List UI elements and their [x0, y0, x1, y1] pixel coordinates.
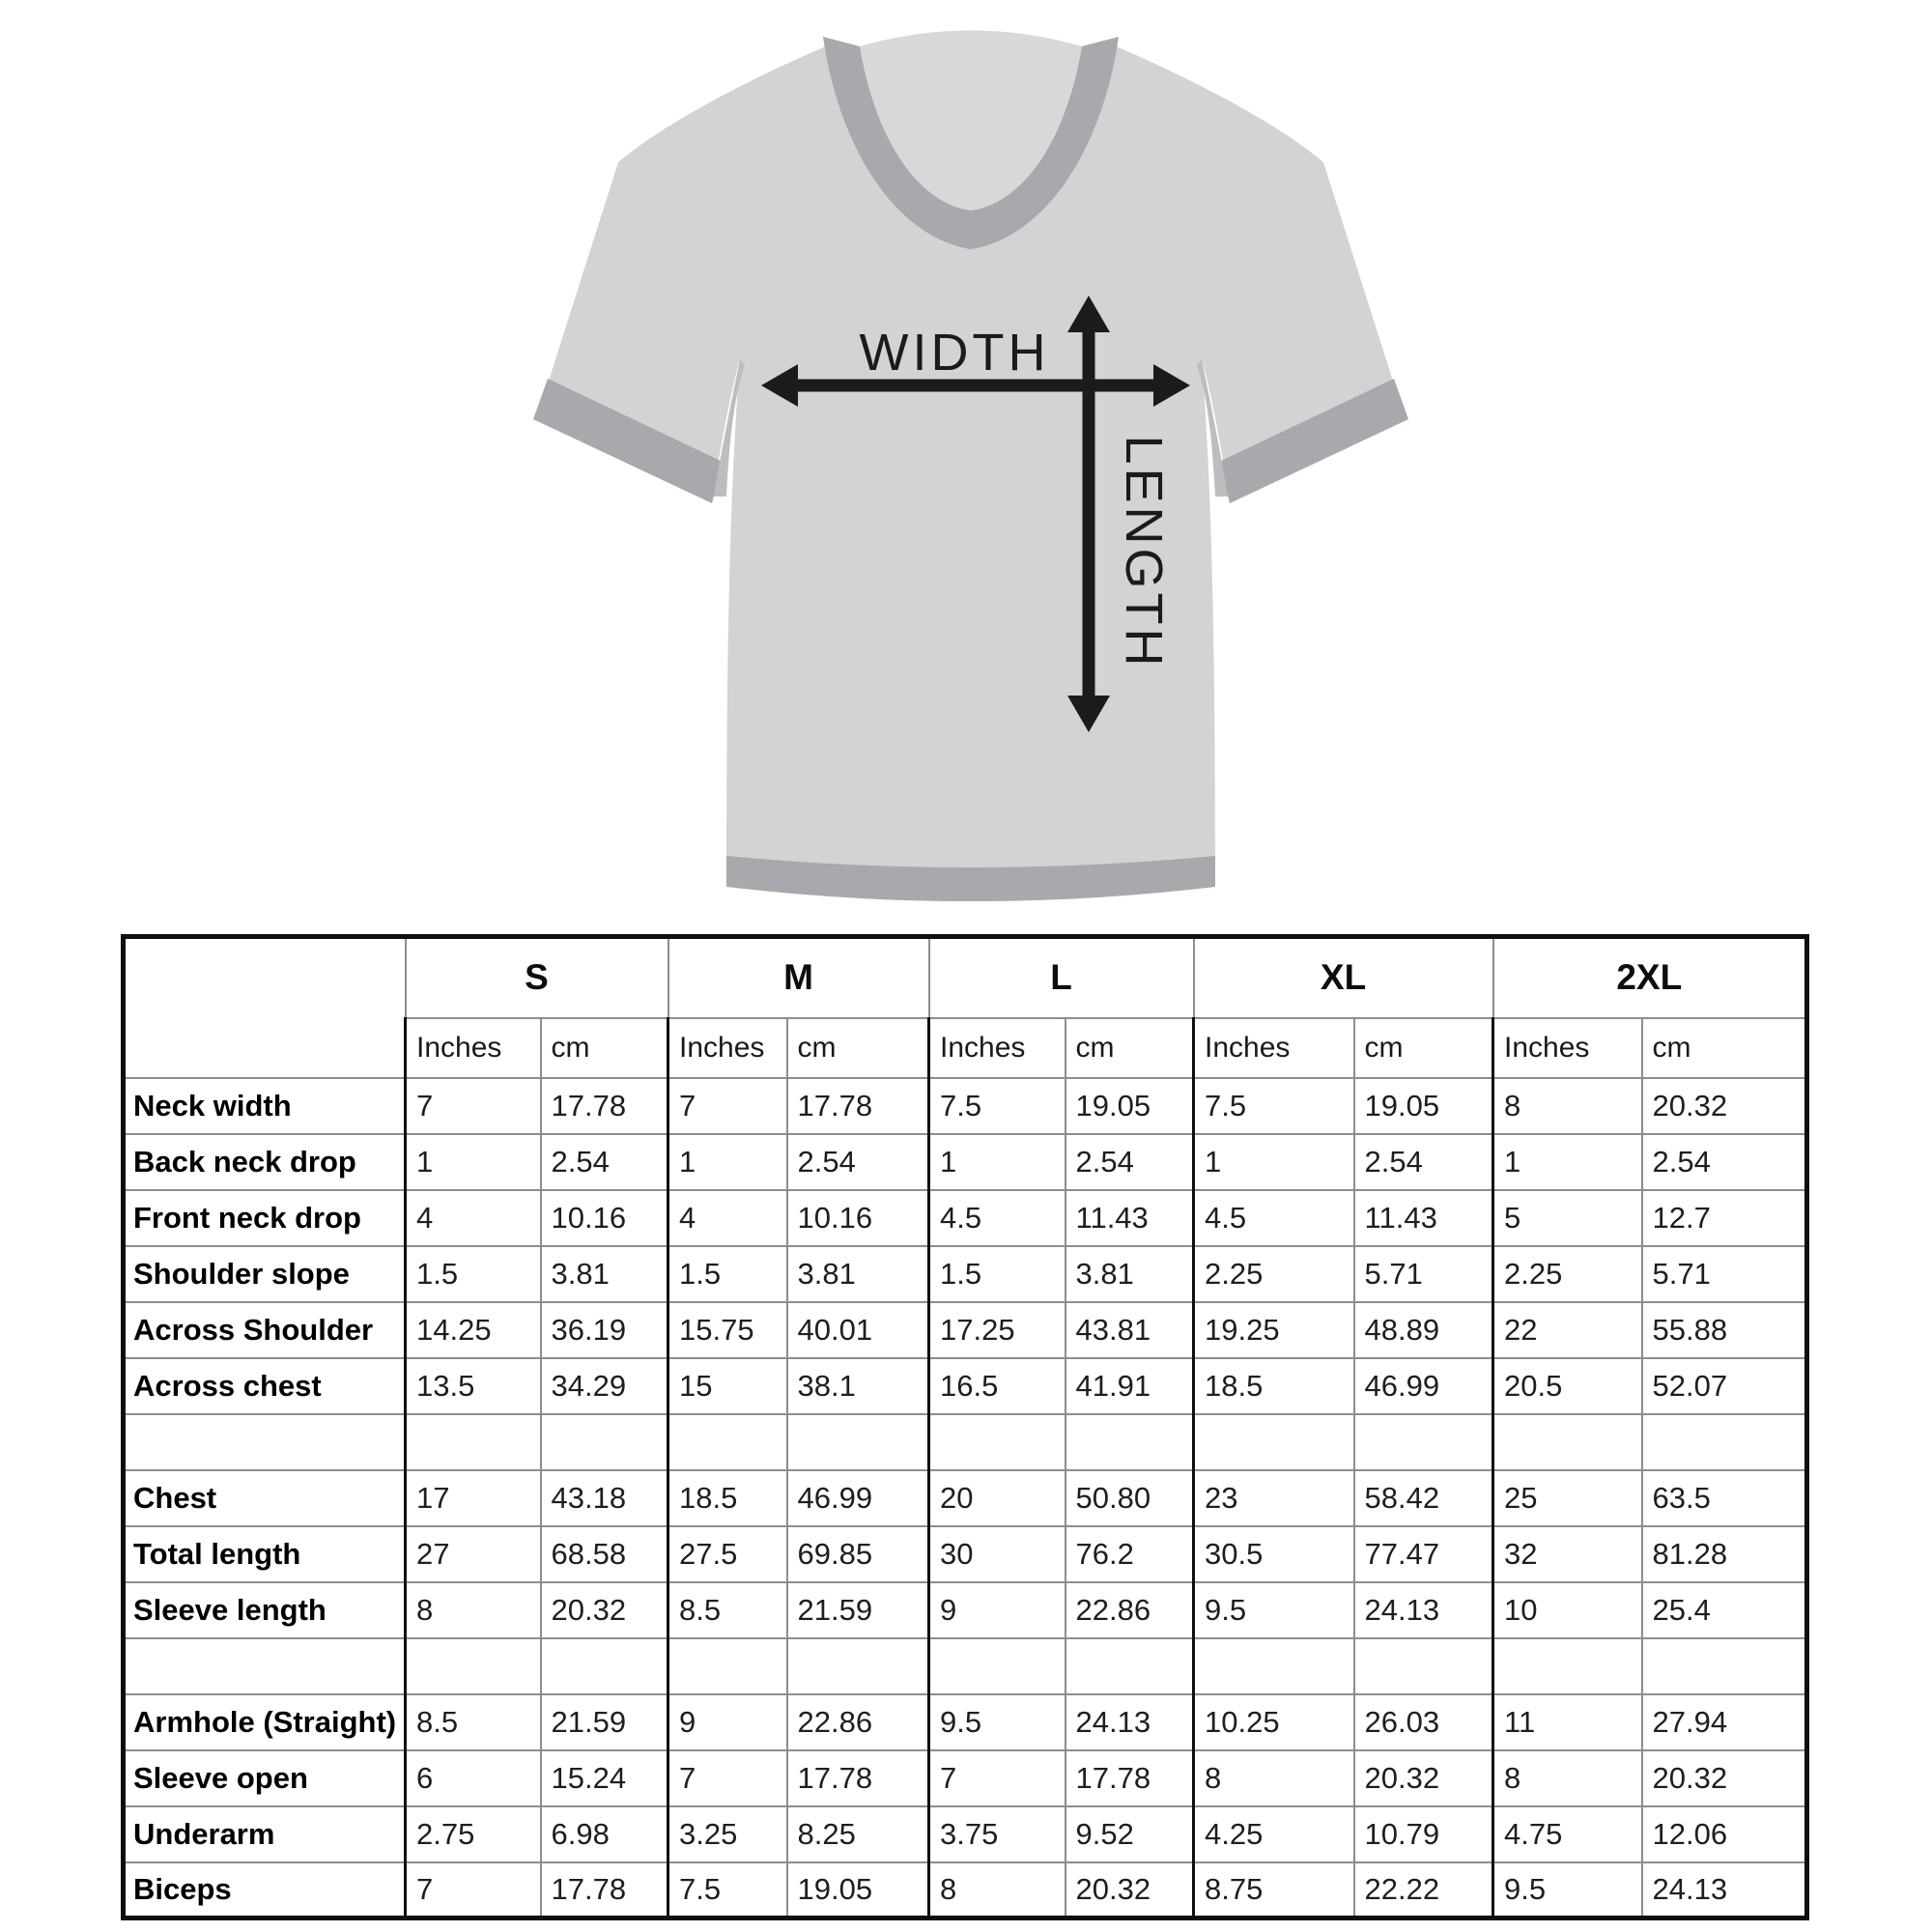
size-header-m: M [668, 937, 929, 1018]
cell-value: 9.5 [929, 1694, 1065, 1750]
cell-value: 8 [1493, 1750, 1642, 1806]
cell-value: 63.5 [1642, 1470, 1807, 1526]
cell-value: 9.52 [1065, 1806, 1194, 1862]
cell-value: 36.19 [541, 1302, 668, 1358]
cell-value: 43.18 [541, 1470, 668, 1526]
cell-value: 8.5 [406, 1694, 541, 1750]
cell-value: 2.54 [1354, 1134, 1493, 1190]
cell-value [541, 1638, 668, 1694]
cell-value: 22.86 [1065, 1582, 1194, 1638]
cell-value: 32 [1493, 1526, 1642, 1582]
cell-value: 8.25 [787, 1806, 929, 1862]
cell-value: 20 [929, 1470, 1065, 1526]
cell-value: 5.71 [1354, 1246, 1493, 1302]
row-label: Total length [124, 1526, 406, 1582]
cell-value: 4 [406, 1190, 541, 1246]
cell-value: 24.13 [1065, 1694, 1194, 1750]
cell-value: 4.25 [1194, 1806, 1354, 1862]
size-header-s: S [406, 937, 668, 1018]
cell-value: 2.25 [1194, 1246, 1354, 1302]
cell-value: 1 [406, 1134, 541, 1190]
cell-value: 25 [1493, 1470, 1642, 1526]
cell-value: 4.75 [1493, 1806, 1642, 1862]
cell-value: 25.4 [1642, 1582, 1807, 1638]
cell-value: 6 [406, 1750, 541, 1806]
unit-cm: cm [1065, 1018, 1194, 1078]
cell-value: 3.81 [541, 1246, 668, 1302]
cell-value: 15 [668, 1358, 787, 1414]
cell-value: 34.29 [541, 1358, 668, 1414]
cell-value: 5 [1493, 1190, 1642, 1246]
cell-value: 1 [929, 1134, 1065, 1190]
cell-value: 7 [406, 1862, 541, 1918]
cell-value: 4 [668, 1190, 787, 1246]
cell-value [406, 1638, 541, 1694]
cell-value: 2.54 [541, 1134, 668, 1190]
cell-value: 1.5 [929, 1246, 1065, 1302]
cell-value: 13.5 [406, 1358, 541, 1414]
cell-value [1493, 1638, 1642, 1694]
table-row [124, 1246, 1807, 1302]
cell-value [541, 1414, 668, 1470]
cell-value: 7.5 [1194, 1078, 1354, 1134]
cell-value: 2.54 [787, 1134, 929, 1190]
unit-inches: Inches [929, 1018, 1065, 1078]
cell-value: 8 [1493, 1078, 1642, 1134]
tshirt-diagram [0, 0, 1932, 932]
cell-value: 18.5 [668, 1470, 787, 1526]
cell-value: 10 [1493, 1582, 1642, 1638]
cell-value: 20.32 [1642, 1750, 1807, 1806]
cell-value: 1 [1493, 1134, 1642, 1190]
cell-value: 18.5 [1194, 1358, 1354, 1414]
cell-value: 1 [1194, 1134, 1354, 1190]
cell-value: 11.43 [1065, 1190, 1194, 1246]
cell-value: 5.71 [1642, 1246, 1807, 1302]
cell-value: 27.5 [668, 1526, 787, 1582]
unit-cm: cm [1642, 1018, 1807, 1078]
cell-value: 10.79 [1354, 1806, 1493, 1862]
cell-value: 3.81 [1065, 1246, 1194, 1302]
cell-value: 9 [929, 1582, 1065, 1638]
table-row [124, 1806, 1807, 1862]
cell-value [1354, 1414, 1493, 1470]
cell-value: 43.81 [1065, 1302, 1194, 1358]
cell-value: 17.78 [1065, 1750, 1194, 1806]
cell-value: 8 [406, 1582, 541, 1638]
row-label: Sleeve length [124, 1582, 406, 1638]
cell-value: 21.59 [541, 1694, 668, 1750]
width-label: WIDTH [859, 324, 1050, 382]
cell-value [668, 1638, 787, 1694]
cell-value: 50.80 [1065, 1470, 1194, 1526]
cell-value: 4.5 [1194, 1190, 1354, 1246]
cell-value: 68.58 [541, 1526, 668, 1582]
table-row [124, 1134, 1807, 1190]
cell-value: 7 [929, 1750, 1065, 1806]
table-row [124, 1358, 1807, 1414]
cell-value: 20.32 [1354, 1750, 1493, 1806]
row-label: Shoulder slope [124, 1246, 406, 1302]
row-label: Sleeve open [124, 1750, 406, 1806]
cell-value: 27.94 [1642, 1694, 1807, 1750]
cell-value: 11.43 [1354, 1190, 1493, 1246]
cell-value: 24.13 [1354, 1582, 1493, 1638]
cell-value: 17.78 [787, 1078, 929, 1134]
cell-value: 3.75 [929, 1806, 1065, 1862]
cell-value: 21.59 [787, 1582, 929, 1638]
cell-value [1065, 1414, 1194, 1470]
cell-value: 22 [1493, 1302, 1642, 1358]
cell-value: 7 [406, 1078, 541, 1134]
cell-value [406, 1414, 541, 1470]
cell-value [1493, 1414, 1642, 1470]
cell-value: 8.75 [1194, 1862, 1354, 1918]
spacer-row [124, 1414, 1807, 1470]
row-label: Across chest [124, 1358, 406, 1414]
row-label: Back neck drop [124, 1134, 406, 1190]
cell-value: 4.5 [929, 1190, 1065, 1246]
table-row [124, 1750, 1807, 1806]
cell-value [1642, 1638, 1807, 1694]
cell-value: 16.5 [929, 1358, 1065, 1414]
cell-value: 17.78 [787, 1750, 929, 1806]
cell-value: 20.32 [1642, 1078, 1807, 1134]
unit-inches: Inches [1194, 1018, 1354, 1078]
row-label [124, 1638, 406, 1694]
table-row [124, 1470, 1807, 1526]
cell-value [929, 1414, 1065, 1470]
cell-value: 15.24 [541, 1750, 668, 1806]
cell-value [1642, 1414, 1807, 1470]
cell-value: 15.75 [668, 1302, 787, 1358]
row-label: Neck width [124, 1078, 406, 1134]
cell-value: 38.1 [787, 1358, 929, 1414]
unit-cm: cm [541, 1018, 668, 1078]
table-row [124, 1582, 1807, 1638]
table-row [124, 1302, 1807, 1358]
cell-value: 19.05 [787, 1862, 929, 1918]
cell-value: 2.75 [406, 1806, 541, 1862]
cell-value: 7.5 [929, 1078, 1065, 1134]
spacer-row [124, 1638, 1807, 1694]
cell-value: 46.99 [1354, 1358, 1493, 1414]
cell-value: 10.16 [541, 1190, 668, 1246]
cell-value: 11 [1493, 1694, 1642, 1750]
cell-value: 3.81 [787, 1246, 929, 1302]
row-label: Biceps [124, 1862, 406, 1918]
unit-inches: Inches [1493, 1018, 1642, 1078]
cell-value: 20.32 [1065, 1862, 1194, 1918]
cell-value: 52.07 [1642, 1358, 1807, 1414]
cell-value: 81.28 [1642, 1526, 1807, 1582]
cell-value: 10.25 [1194, 1694, 1354, 1750]
cell-value: 30 [929, 1526, 1065, 1582]
cell-value: 24.13 [1642, 1862, 1807, 1918]
cell-value: 9.5 [1194, 1582, 1354, 1638]
cell-value: 12.7 [1642, 1190, 1807, 1246]
cell-value [929, 1638, 1065, 1694]
cell-value: 8.5 [668, 1582, 787, 1638]
cell-value: 30.5 [1194, 1526, 1354, 1582]
cell-value: 19.05 [1065, 1078, 1194, 1134]
table-row [124, 1694, 1807, 1750]
cell-value: 7.5 [668, 1862, 787, 1918]
row-label [124, 1414, 406, 1470]
cell-value [1065, 1638, 1194, 1694]
cell-value: 8 [929, 1862, 1065, 1918]
cell-value: 17.78 [541, 1862, 668, 1918]
table-row [124, 1526, 1807, 1582]
cell-value: 58.42 [1354, 1470, 1493, 1526]
cell-value: 55.88 [1642, 1302, 1807, 1358]
size-table-body [124, 1078, 1807, 1918]
cell-value: 19.25 [1194, 1302, 1354, 1358]
unit-inches: Inches [668, 1018, 787, 1078]
cell-value: 7 [668, 1750, 787, 1806]
cell-value [787, 1638, 929, 1694]
cell-value: 1.5 [668, 1246, 787, 1302]
size-header-l: L [929, 937, 1194, 1018]
row-label: Front neck drop [124, 1190, 406, 1246]
cell-value: 77.47 [1354, 1526, 1493, 1582]
cell-value: 12.06 [1642, 1806, 1807, 1862]
cell-value: 20.5 [1493, 1358, 1642, 1414]
cell-value: 19.05 [1354, 1078, 1493, 1134]
cell-value: 14.25 [406, 1302, 541, 1358]
cell-value: 2.54 [1065, 1134, 1194, 1190]
cell-value: 3.25 [668, 1806, 787, 1862]
cell-value: 2.25 [1493, 1246, 1642, 1302]
row-label: Armhole (Straight) [124, 1694, 406, 1750]
cell-value: 17.25 [929, 1302, 1065, 1358]
cell-value: 46.99 [787, 1470, 929, 1526]
cell-value: 7 [668, 1078, 787, 1134]
cell-value: 22.22 [1354, 1862, 1493, 1918]
table-row [124, 1862, 1807, 1918]
cell-value: 27 [406, 1526, 541, 1582]
cell-value: 17 [406, 1470, 541, 1526]
unit-inches: Inches [406, 1018, 541, 1078]
size-chart-table [121, 934, 1804, 1913]
cell-value: 1 [668, 1134, 787, 1190]
cell-value: 6.98 [541, 1806, 668, 1862]
cell-value [787, 1414, 929, 1470]
unit-cm: cm [1354, 1018, 1493, 1078]
cell-value: 1.5 [406, 1246, 541, 1302]
measurements-table [121, 934, 1809, 1920]
cell-value: 69.85 [787, 1526, 929, 1582]
size-header-2xl: 2XL [1493, 937, 1807, 1018]
cell-value: 2.54 [1642, 1134, 1807, 1190]
size-header-xl: XL [1194, 937, 1493, 1018]
cell-value: 40.01 [787, 1302, 929, 1358]
cell-value: 23 [1194, 1470, 1354, 1526]
cell-value: 9 [668, 1694, 787, 1750]
cell-value: 10.16 [787, 1190, 929, 1246]
unit-cm: cm [787, 1018, 929, 1078]
corner-cell [124, 937, 406, 1078]
table-row [124, 1078, 1807, 1134]
row-label: Chest [124, 1470, 406, 1526]
row-label: Underarm [124, 1806, 406, 1862]
cell-value: 26.03 [1354, 1694, 1493, 1750]
cell-value: 17.78 [541, 1078, 668, 1134]
cell-value: 9.5 [1493, 1862, 1642, 1918]
cell-value [668, 1414, 787, 1470]
cell-value: 76.2 [1065, 1526, 1194, 1582]
length-label: LENGTH [1115, 435, 1173, 670]
size-header-row [124, 937, 1807, 1018]
row-label: Across Shoulder [124, 1302, 406, 1358]
cell-value [1194, 1638, 1354, 1694]
cell-value [1354, 1638, 1493, 1694]
tshirt-illustration [0, 0, 1932, 932]
table-row [124, 1190, 1807, 1246]
cell-value: 48.89 [1354, 1302, 1493, 1358]
cell-value: 22.86 [787, 1694, 929, 1750]
cell-value: 41.91 [1065, 1358, 1194, 1414]
cell-value [1194, 1414, 1354, 1470]
cell-value: 8 [1194, 1750, 1354, 1806]
cell-value: 20.32 [541, 1582, 668, 1638]
